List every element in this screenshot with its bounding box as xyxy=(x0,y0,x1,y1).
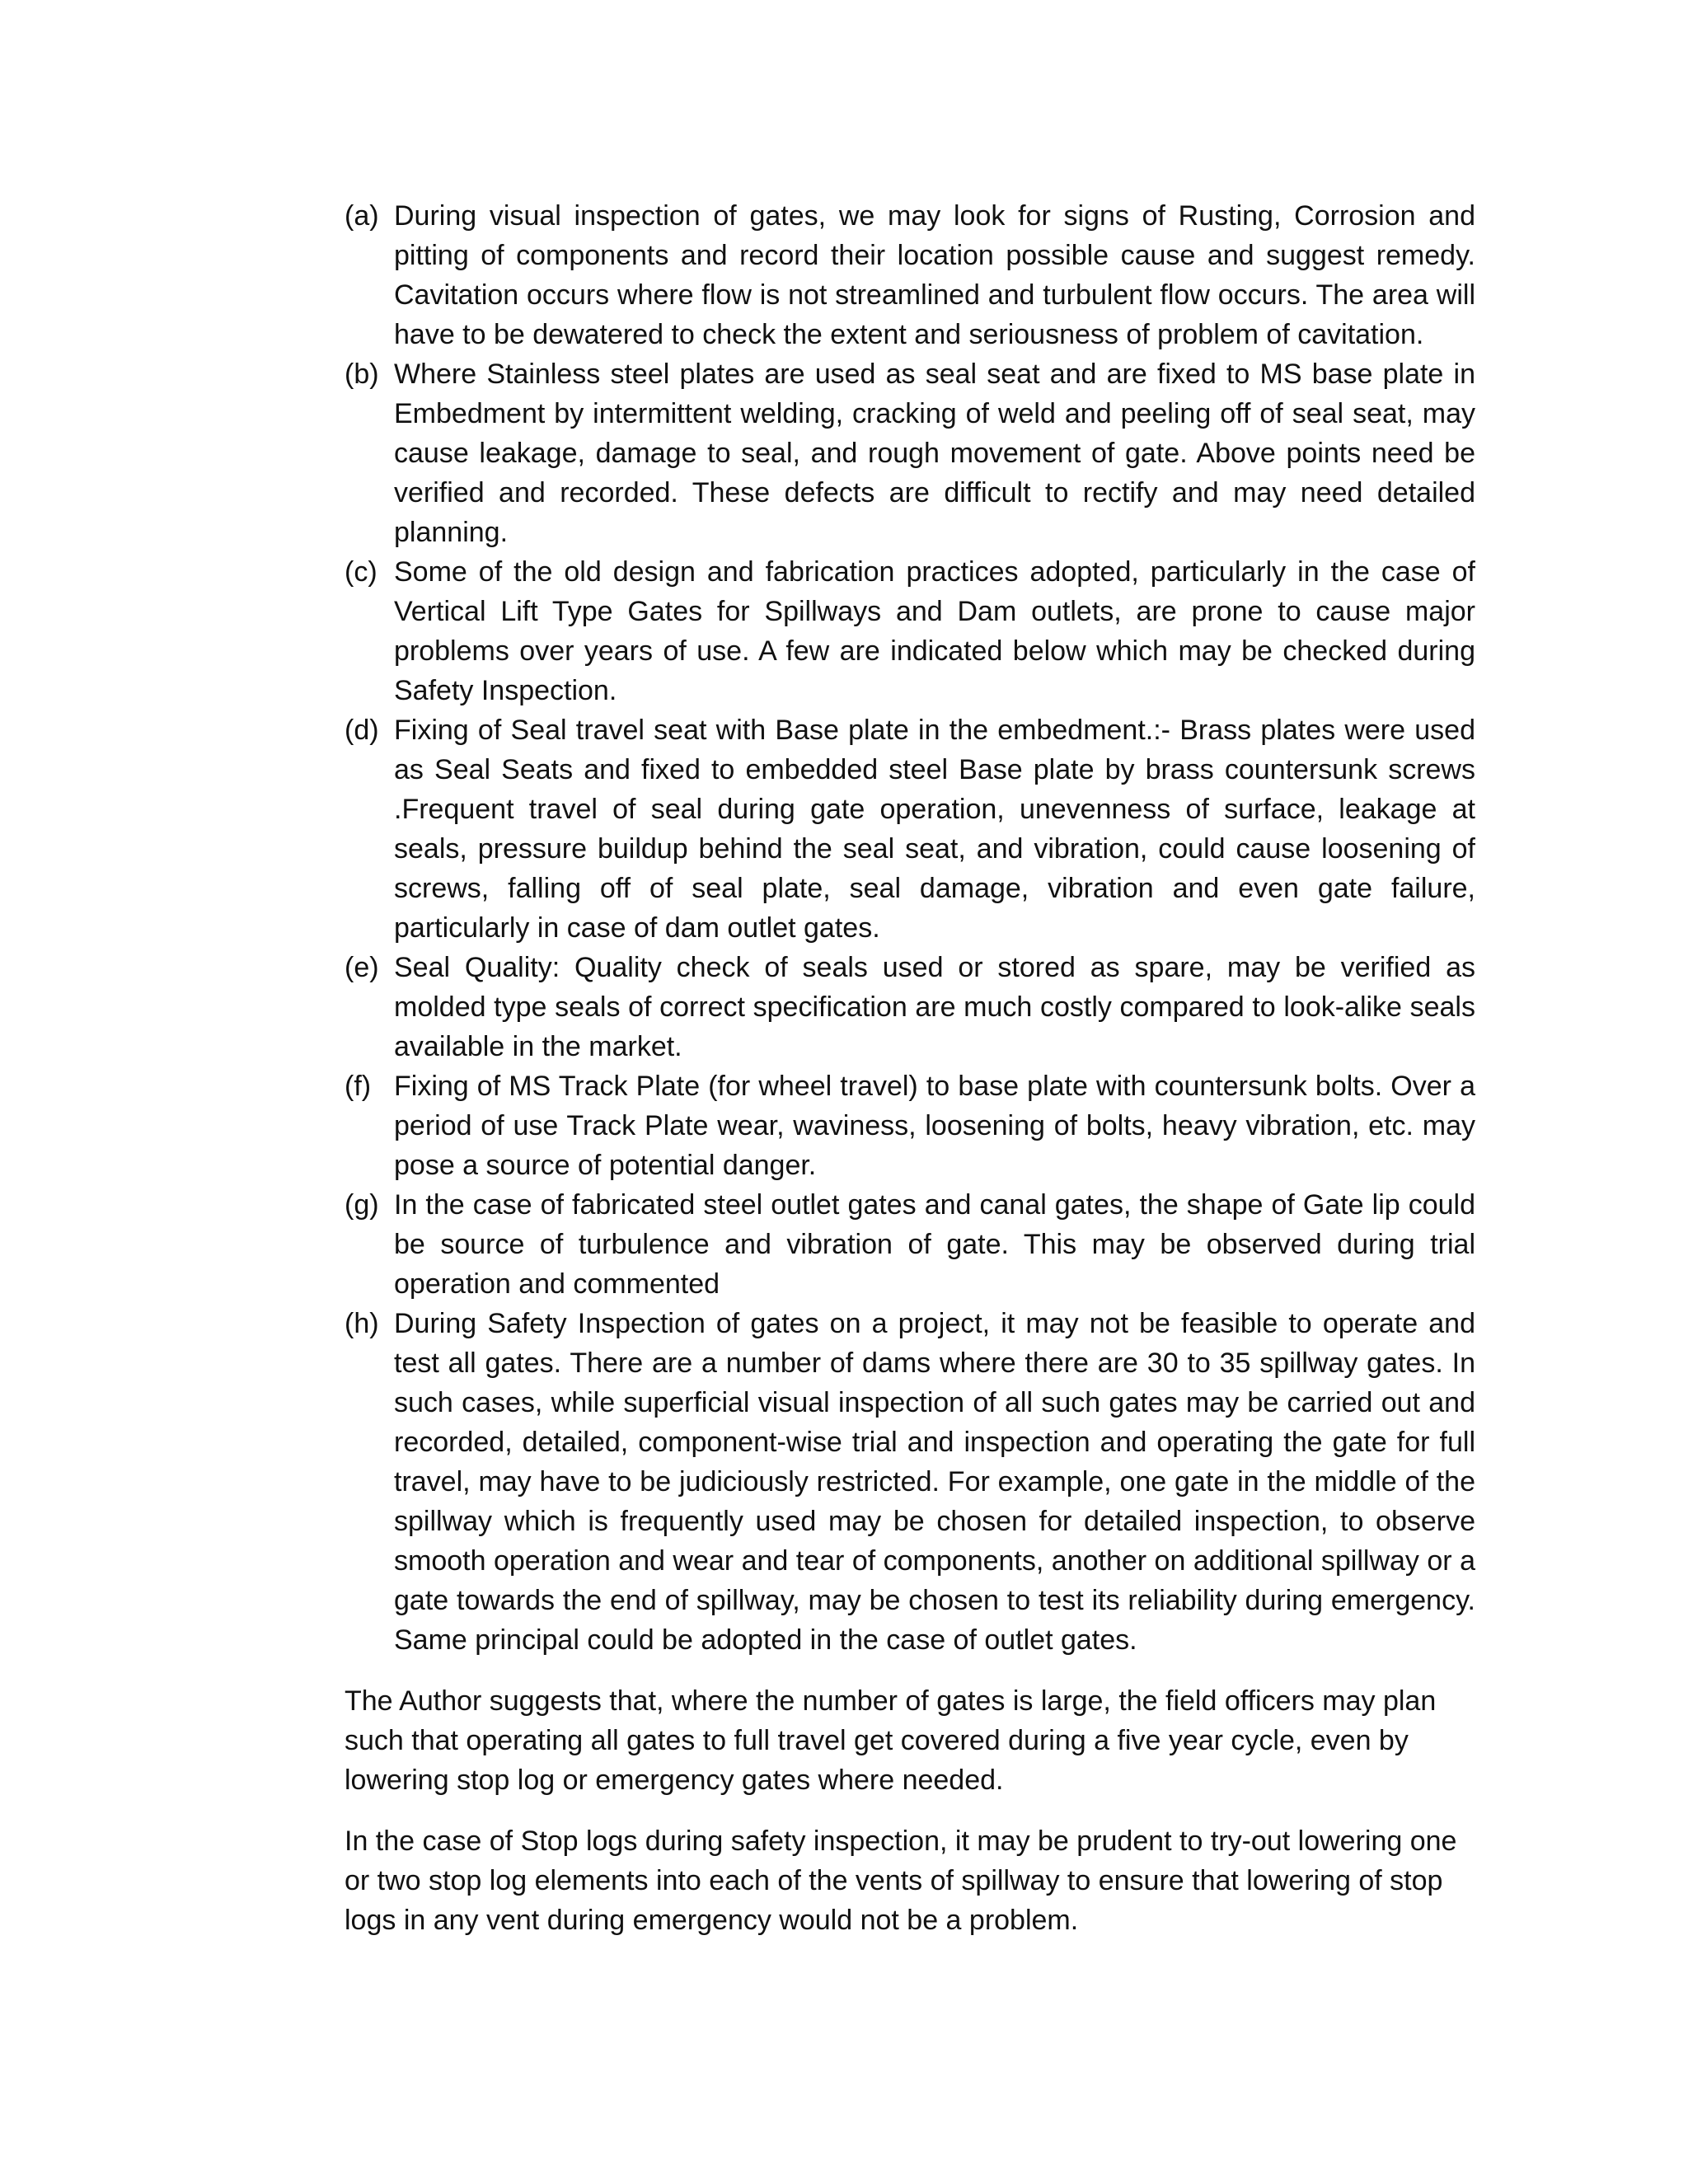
list-marker: (g) xyxy=(345,1189,379,1221)
stop-logs-paragraph: In the case of Stop logs during safety inspection, it may be prudent to try-out lowering one or two stop log elements into each of the vents of spillway to ensure that lowering of stop logs in any vent during emergency would not be a problem. xyxy=(345,1825,1457,1936)
list-item-f xyxy=(345,1066,1475,1185)
list-item-text: Seal Quality: Quality check of seals used or stored as spare, may be verified as molded type seals of correct specification are much costly compared to look-alike seals available in the market. xyxy=(394,952,1475,1062)
list-marker: (e) xyxy=(345,952,379,983)
list-item-text: Where Stainless steel plates are used as seal seat and are fixed to MS base plate in Embedment by intermittent welding, cracking of weld and peeling off of seal seat, may cause leakage, damage to seal, and rough movement of gate. Above points need be verified and recorded. These defects are difficult to rectify and may need detailed planning. xyxy=(394,359,1475,548)
list-item-e xyxy=(345,948,1475,1066)
list-marker: (f) xyxy=(345,1071,372,1102)
list-item-h xyxy=(345,1304,1475,1660)
list-item-text: In the case of fabricated steel outlet gates and canal gates, the shape of Gate lip could be source of turbulence and vibration of gate. This may be observed during trial operation and commented xyxy=(394,1189,1475,1300)
list-marker: (h) xyxy=(345,1308,379,1339)
list-item-text: Some of the old design and fabrication practices adopted, particularly in the case of Vertical Lift Type Gates for Spillways and Dam outlets, are prone to cause major problems over years of use. A few are indicated below which may be checked during Safety Inspection. xyxy=(394,556,1475,706)
list-item-b xyxy=(345,354,1475,552)
list-item-a xyxy=(345,196,1475,354)
document-page xyxy=(345,196,1475,1940)
list-item-c xyxy=(345,552,1475,710)
list-marker: (d) xyxy=(345,715,379,746)
list-item-g xyxy=(345,1185,1475,1304)
list-marker: (b) xyxy=(345,359,379,390)
list-marker: (c) xyxy=(345,556,377,588)
list-item-d xyxy=(345,710,1475,948)
list-item-text: Fixing of MS Track Plate (for wheel travel) to base plate with countersunk bolts. Over a period of use Track Plate wear, waviness, loosening of bolts, heavy vibration, etc. may pose a source of potential danger. xyxy=(394,1071,1475,1181)
list-item-text: During visual inspection of gates, we may look for signs of Rusting, Corrosion and pitting of components and record their location possible cause and suggest remedy. Cavitation occurs where flow is not streamlined and turbulent flow occurs. The area will have to be dewatered to check the extent and seriousness of problem of cavitation. xyxy=(394,200,1475,350)
list-marker: (a) xyxy=(345,200,379,232)
list-item-text: Fixing of Seal travel seat with Base plate in the embedment.:- Brass plates were used as Seal Seats and fixed to embedded steel Base plate by brass countersunk screws .Frequent travel of seal during gate operation, unevenness of surface, leakage at seals, pressure buildup behind the seal seat, and vibration, could cause loosening of screws, falling off of seal plate, seal damage, vibration and even gate failure, particularly in case of dam outlet gates. xyxy=(394,715,1475,944)
list-item-text: During Safety Inspection of gates on a project, it may not be feasible to operate and test all gates. There are a number of dams where there are 30 to 35 spillway gates. In such cases, while superficial visual inspection of all such gates may be carried out and recorded, detailed, component-wise trial and inspection and operating the gate for full travel, may have to be judiciously restricted. For example, one gate in the middle of the spillway which is frequently used may be chosen for detailed inspection, to observe smooth operation and wear and tear of components, another on additional spillway or a gate towards the end of spillway, may be chosen to test its reliability during emergency. Same principal could be adopted in the case of outlet gates. xyxy=(394,1308,1475,1656)
author-suggestion-paragraph: The Author suggests that, where the number of gates is large, the field officers may plan such that operating all gates to full travel get covered during a five year cycle, even by lowering stop log or emergency gates where needed. xyxy=(345,1685,1437,1796)
